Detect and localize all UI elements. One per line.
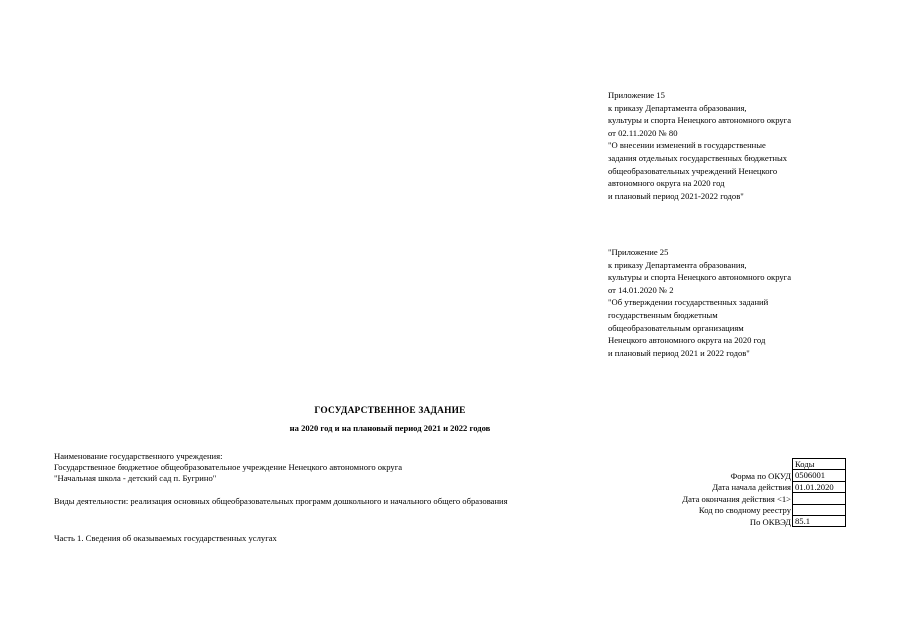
table-row bbox=[793, 481, 846, 492]
appendix-line: государственным бюджетным bbox=[608, 309, 718, 320]
table-row bbox=[793, 504, 846, 515]
code-value-start-date: 01.01.2020 bbox=[793, 481, 846, 492]
codes-header: Коды bbox=[793, 459, 846, 470]
code-label-okud: Форма по ОКУД bbox=[730, 471, 791, 481]
code-value-registry bbox=[793, 504, 846, 515]
part-1-heading: Часть 1. Сведения об оказываемых государственных услугах bbox=[54, 533, 277, 543]
appendix-line: и плановый период 2021-2022 годов" bbox=[608, 190, 744, 201]
code-label-registry: Код по сводному реестру bbox=[698, 505, 791, 516]
code-label-okved: По ОКВЭД bbox=[749, 516, 791, 527]
institution-name-line1: Государственное бюджетное общеобразовательное учреждение Ненецкого автономного округа bbox=[54, 462, 403, 472]
appendix-line: "Об утверждении государственных заданий bbox=[608, 297, 769, 308]
appendix-line: к приказу Департамента образования, bbox=[608, 102, 747, 113]
code-value-end-date bbox=[793, 493, 846, 504]
activity-types: Виды деятельности: реализация основных общеобразовательных программ дошкольного и начального общего образования bbox=[54, 496, 508, 506]
code-value-okved: 85.1 bbox=[793, 516, 846, 527]
appendix-line: задания отдельных государственных бюджетных bbox=[608, 152, 788, 163]
appendix-line: общеобразовательным организациям bbox=[608, 322, 744, 333]
document-title: ГОСУДАРСТВЕННОЕ ЗАДАНИЕ bbox=[314, 406, 466, 416]
institution-name-line2: "Начальная школа - детский сад п. Бугрино" bbox=[54, 473, 217, 483]
appendix-line: "О внесении изменений в государственные bbox=[608, 140, 766, 151]
table-row bbox=[793, 516, 846, 527]
appendix-line: "Приложение 25 bbox=[608, 247, 669, 257]
appendix-line: от 02.11.2020 № 80 bbox=[608, 127, 678, 138]
appendix-line: автономного округа на 2020 год bbox=[608, 178, 725, 189]
table-row bbox=[793, 493, 846, 504]
code-value-okud: 0506001 bbox=[793, 470, 846, 481]
document-subtitle: на 2020 год и на плановый период 2021 и 2022 годов bbox=[289, 423, 491, 433]
appendix-25-note bbox=[608, 246, 898, 359]
appendix-line: Ненецкого автономного округа на 2020 год bbox=[608, 335, 766, 346]
codes-labels bbox=[600, 471, 791, 528]
appendix-line: культуры и спорта Ненецкого автономного округа bbox=[608, 115, 792, 126]
appendix-line: Приложение 15 bbox=[608, 90, 665, 100]
table-row bbox=[793, 470, 846, 481]
codes-table bbox=[792, 458, 846, 527]
appendix-line: к приказу Департамента образования, bbox=[608, 259, 747, 270]
appendix-line: от 14.01.2020 № 2 bbox=[608, 284, 674, 295]
appendix-line: и плановый период 2021 и 2022 годов" bbox=[608, 347, 750, 358]
code-label-end-date: Дата окончания действия <1> bbox=[682, 493, 791, 504]
appendix-line: общеобразовательных учреждений Ненецкого bbox=[608, 165, 778, 176]
institution-label: Наименование государственного учреждения: bbox=[54, 451, 223, 461]
table-row bbox=[793, 459, 846, 470]
appendix-15-note bbox=[608, 89, 898, 202]
appendix-line: культуры и спорта Ненецкого автономного округа bbox=[608, 272, 792, 283]
code-label-start-date: Дата начала действия bbox=[712, 482, 791, 493]
